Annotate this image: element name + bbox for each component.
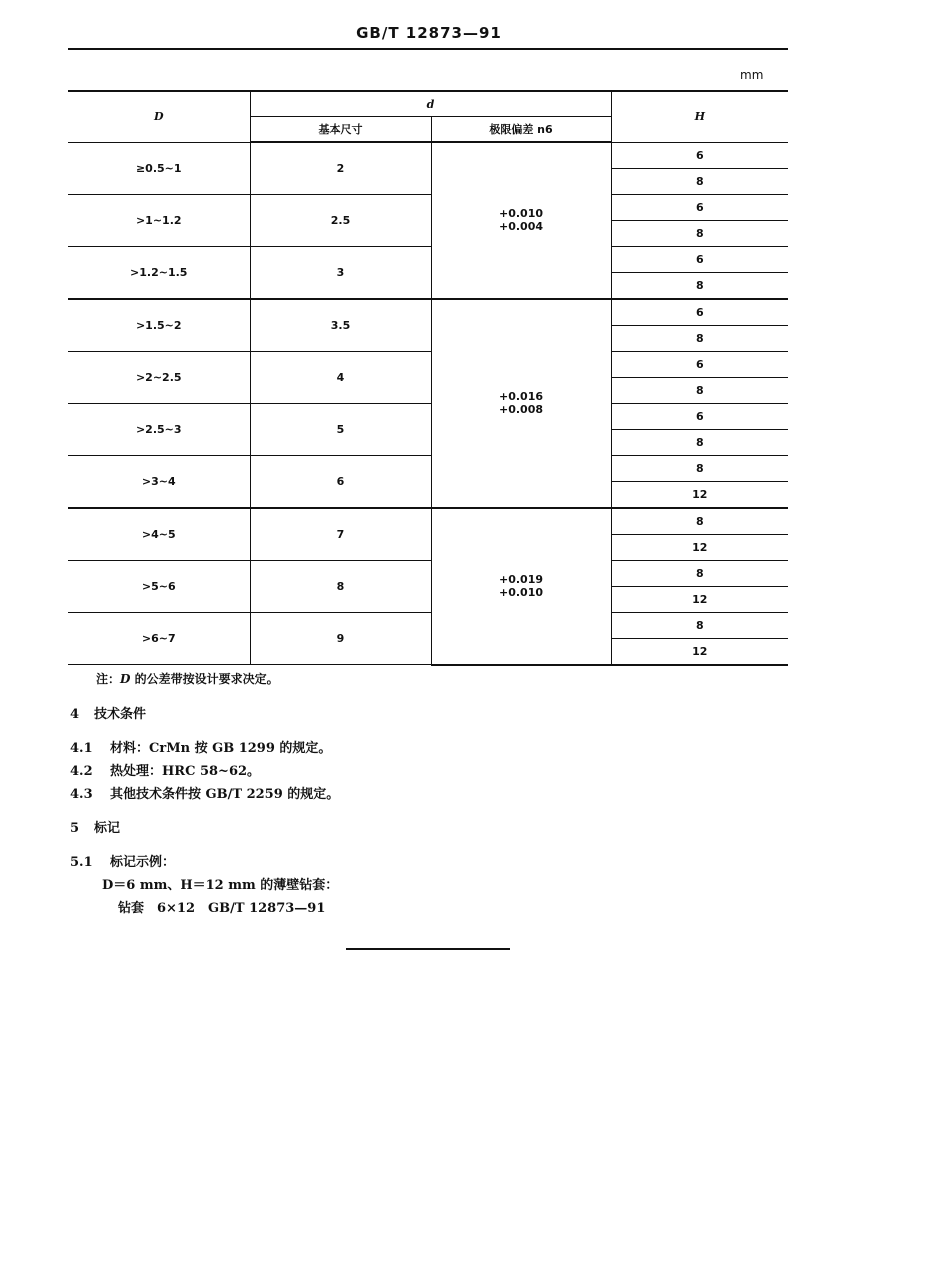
table-row <box>68 194 788 220</box>
marking-example: 钻套 6×12 GB/T 12873—91 <box>118 901 326 916</box>
section-5-heading <box>70 817 120 836</box>
end-rule <box>346 948 510 950</box>
cell-H: 8 <box>611 220 788 246</box>
cell-D: >5~6 <box>68 560 250 612</box>
cell-D: ≥0.5~1 <box>68 142 250 194</box>
clause-4-3 <box>70 783 339 802</box>
table-row <box>68 403 788 429</box>
cell-d: 4 <box>250 351 431 403</box>
cell-D: >1.5~2 <box>68 299 250 352</box>
table-note <box>96 670 279 687</box>
section-title: 技术条件 <box>94 707 147 722</box>
clause-number: 4.1 <box>70 741 93 756</box>
clause-4-2 <box>70 760 260 779</box>
cell-H: 8 <box>611 429 788 455</box>
clause-4-1 <box>70 737 331 756</box>
cell-H: 12 <box>611 586 788 612</box>
dimension-table <box>68 90 788 666</box>
standard-number: GB/T 12873—91 <box>356 24 502 42</box>
clause-text: 标记示例： <box>110 855 176 870</box>
cell-H: 8 <box>611 272 788 299</box>
tolerance-lower: +0.008 <box>499 403 544 416</box>
note-text: 的公差带按设计要求决定。 <box>130 672 279 686</box>
cell-H: 6 <box>611 246 788 272</box>
header-d-basic: 基本尺寸 <box>250 117 431 143</box>
header-H: H <box>611 91 788 142</box>
cell-d: 3.5 <box>250 299 431 352</box>
cell-H: 8 <box>611 612 788 638</box>
table-row <box>68 508 788 535</box>
cell-d: 2 <box>250 142 431 194</box>
cell-d: 7 <box>250 508 431 561</box>
cell-H: 12 <box>611 481 788 508</box>
tolerance-lower: +0.004 <box>499 220 544 234</box>
section-title: 标记 <box>94 821 121 836</box>
cell-tolerance <box>431 299 611 508</box>
cell-d: 2.5 <box>250 194 431 246</box>
note-prefix: 注： <box>96 672 121 686</box>
tolerance-upper: +0.010 <box>499 207 544 221</box>
section-4-heading <box>70 703 146 722</box>
section-number: 4 <box>70 707 80 722</box>
note-variable: D <box>120 672 131 686</box>
cell-H: 8 <box>611 508 788 535</box>
clause-text: 其他技术条件按 GB/T 2259 的规定。 <box>110 787 340 802</box>
tolerance-upper: +0.016 <box>499 390 544 403</box>
marking-example-description: D＝6 mm、H＝12 mm 的薄壁钻套： <box>102 878 339 893</box>
cell-H: 6 <box>611 351 788 377</box>
clause-number: 4.3 <box>70 787 93 802</box>
table-row <box>68 142 788 168</box>
cell-H: 6 <box>611 299 788 326</box>
cell-D: >3~4 <box>68 455 250 508</box>
table-row <box>68 455 788 481</box>
cell-D: >6~7 <box>68 612 250 665</box>
table-row <box>68 351 788 377</box>
cell-D: >4~5 <box>68 508 250 561</box>
cell-H: 6 <box>611 142 788 168</box>
cell-H: 8 <box>611 560 788 586</box>
clause-text: 热处理：HRC 58~62。 <box>110 764 261 779</box>
table-row <box>68 612 788 638</box>
table-row <box>68 246 788 272</box>
cell-H: 6 <box>611 194 788 220</box>
cell-d: 5 <box>250 403 431 455</box>
cell-d: 3 <box>250 246 431 299</box>
cell-D: >2.5~3 <box>68 403 250 455</box>
cell-H: 12 <box>611 638 788 665</box>
cell-tolerance <box>431 508 611 665</box>
cell-H: 12 <box>611 534 788 560</box>
section-number: 5 <box>70 821 80 836</box>
cell-D: >1.2~1.5 <box>68 246 250 299</box>
cell-D: >1~1.2 <box>68 194 250 246</box>
table-row <box>68 560 788 586</box>
cell-tolerance <box>431 142 611 299</box>
cell-H: 8 <box>611 168 788 194</box>
cell-H: 8 <box>611 377 788 403</box>
cell-d: 8 <box>250 560 431 612</box>
cell-H: 8 <box>611 455 788 481</box>
tolerance-upper: +0.019 <box>499 573 544 586</box>
cell-H: 6 <box>611 403 788 429</box>
header-d: d <box>250 91 611 117</box>
cell-d: 9 <box>250 612 431 665</box>
header-D: D <box>68 91 250 142</box>
cell-H: 8 <box>611 325 788 351</box>
clause-5-1 <box>70 851 175 870</box>
table-row <box>68 299 788 326</box>
unit-label: mm <box>740 68 764 82</box>
clause-number: 4.2 <box>70 764 93 779</box>
header-rule <box>68 48 788 50</box>
clause-text: 材料：CrMn 按 GB 1299 的规定。 <box>110 741 332 756</box>
cell-d: 6 <box>250 455 431 508</box>
header-d-deviation: 极限偏差 n6 <box>431 117 611 143</box>
clause-number: 5.1 <box>70 855 93 870</box>
cell-D: >2~2.5 <box>68 351 250 403</box>
tolerance-lower: +0.010 <box>499 586 544 599</box>
